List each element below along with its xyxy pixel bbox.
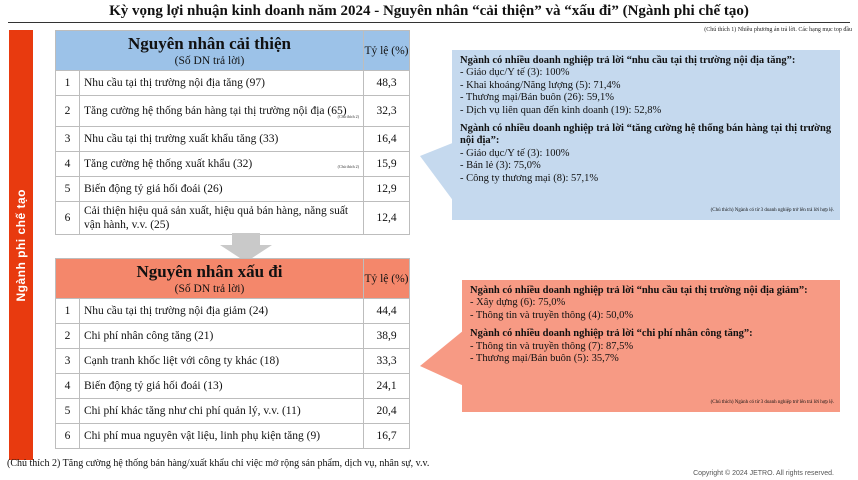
row-label [80, 324, 364, 349]
row-value: 48,3 [364, 71, 410, 96]
callout-worsen-note: (Chú thích) Ngành có từ 3 doanh nghiệp trở lên trả lời hợp lệ. [710, 399, 834, 405]
table-row [56, 202, 410, 235]
callout-worsen-head-2: Ngành có nhiều doanh nghiệp trả lời “chi phí nhân công tăng”: [470, 328, 753, 340]
callout-worsen-item: - Thông tin và truyền thông (4): 50,0% [470, 309, 634, 321]
row-label-text: Nhu cầu tại thị trường xuất khẩu tăng (33) [84, 133, 279, 145]
row-number: 3 [56, 349, 80, 374]
row-value: 24,1 [364, 374, 410, 399]
table-row [56, 424, 410, 449]
callout-worsen-item: - Thương mại/Bán buôn (5): 35,7% [470, 353, 619, 365]
worsen-header-sub: (Số DN trả lời) [174, 282, 245, 295]
row-value: 16,4 [364, 127, 410, 152]
callout-improve-item: - Bán lẻ (3): 75,0% [460, 160, 541, 172]
row-label [80, 424, 364, 449]
row-label [80, 177, 364, 202]
row-label-text: Nhu cầu tại thị trường nội địa tăng (97) [84, 77, 265, 89]
worsen-header-title: Nguyên nhân xấu đi [136, 261, 283, 281]
row-label-text: Chi phí nhân công tăng (21) [84, 330, 214, 342]
row-number: 3 [56, 127, 80, 152]
table-row [56, 374, 410, 399]
improve-header [56, 31, 364, 71]
sidebar-label: Ngành phi chế tạo [14, 188, 28, 302]
table-row [56, 349, 410, 374]
row-label-text: Chi phí khác tăng như chi phí quản lý, v.v. (11) [84, 405, 301, 417]
callout-improve-note: (Chú thích) Ngành có từ 3 doanh nghiệp trở lên trả lời hợp lệ. [710, 207, 834, 213]
row-value: 33,3 [364, 349, 410, 374]
row-number: 1 [56, 71, 80, 96]
copyright: Copyright © 2024 JETRO. All rights reserved. [693, 470, 834, 477]
table-row [56, 324, 410, 349]
row-label [80, 152, 364, 177]
note-top: (Chú thích 1) Nhiều phương án trả lời. Các hạng mục top đầu [704, 27, 852, 33]
row-label [80, 299, 364, 324]
improve-header-sub: (Số DN trả lời) [174, 54, 245, 67]
row-number: 2 [56, 96, 80, 127]
improve-ratio-header: Tỷ lệ (%) [364, 31, 410, 71]
row-label-text: Cạnh tranh khốc liệt với công ty khác (18) [84, 355, 280, 367]
table-row [56, 299, 410, 324]
row-label-text: Nhu cầu tại thị trường nội địa giảm (24) [84, 305, 269, 317]
row-number: 4 [56, 374, 80, 399]
table-row [56, 96, 410, 127]
row-value: 16,7 [364, 424, 410, 449]
improve-table [55, 30, 410, 235]
row-number: 5 [56, 399, 80, 424]
sidebar-band [9, 30, 33, 460]
worsen-ratio-header: Tỷ lệ (%) [364, 259, 410, 299]
table-row [56, 177, 410, 202]
callout-improve-item: - Giáo dục/Y tế (3): 100% [460, 147, 570, 159]
callout-improve-item: - Giáo dục/Y tế (3): 100% [460, 67, 570, 79]
callout-improve-head-1: Ngành có nhiều doanh nghiệp trả lời “nhu cầu tại thị trường nội địa tăng”: [460, 55, 796, 66]
row-note: (Chú thích 2) [337, 114, 359, 119]
table-row [56, 152, 410, 177]
table-row [56, 399, 410, 424]
callout-improve-item: - Dịch vụ liên quan đến kinh doanh (19): 52,8% [460, 104, 662, 116]
row-label [80, 349, 364, 374]
row-label-text: Tăng cường hệ thống xuất khẩu (32) [84, 158, 253, 170]
callout-improve-item: - Công ty thương mại (8): 57,1% [460, 172, 599, 184]
row-value: 12,9 [364, 177, 410, 202]
row-value: 15,9 [364, 152, 410, 177]
row-value: 38,9 [364, 324, 410, 349]
callout-improve [452, 50, 840, 220]
callout-improve-item: - Thương mại/Bán buôn (26): 59,1% [460, 92, 614, 104]
worsen-table [55, 258, 410, 449]
row-label-text: Biến động tỷ giá hối đoái (13) [84, 380, 223, 392]
row-note: (Chú thích 2) [337, 164, 359, 169]
row-number: 1 [56, 299, 80, 324]
table-row [56, 71, 410, 96]
row-label-text: Chi phí mua nguyên vật liệu, linh phụ kiện tăng (9) [84, 430, 321, 442]
row-value: 12,4 [364, 202, 410, 235]
row-number: 6 [56, 424, 80, 449]
row-label [80, 96, 364, 127]
row-value: 20,4 [364, 399, 410, 424]
row-number: 4 [56, 152, 80, 177]
row-label [80, 127, 364, 152]
footnote: (Chú thích 2) Tăng cường hệ thống bán hàng/xuất khẩu chỉ việc mở rộng sản phẩm, dịch vụ, nhân sự, v.v. [7, 458, 430, 469]
callout-worsen [462, 280, 840, 412]
row-label-text: Biến động tỷ giá hối đoái (26) [84, 183, 223, 195]
title-divider [8, 22, 850, 23]
improve-header-title: Nguyên nhân cải thiện [128, 33, 291, 53]
row-label [80, 374, 364, 399]
row-value: 44,4 [364, 299, 410, 324]
worsen-header [56, 259, 364, 299]
row-number: 6 [56, 202, 80, 235]
callout-worsen-item: - Thông tin và truyền thông (7): 87,5% [470, 340, 634, 352]
page-title: Kỳ vọng lợi nhuận kinh doanh năm 2024 - Nguyên nhân “cải thiện” và “xấu đi” (Ngành phi chế tạo) [109, 3, 749, 19]
table-row [56, 127, 410, 152]
row-number: 2 [56, 324, 80, 349]
row-label-text: Tăng cường hệ thống bán hàng tại thị trường nội địa (65) [84, 105, 347, 117]
callout-worsen-item: - Xây dựng (6): 75,0% [470, 297, 566, 309]
row-label-text: Cải thiện hiệu quả sản xuất, hiệu quả bán hàng, năng suất vận hành, v.v. (25) [84, 205, 349, 231]
row-value: 32,3 [364, 96, 410, 127]
row-label [80, 202, 364, 235]
row-label [80, 71, 364, 96]
row-number: 5 [56, 177, 80, 202]
callout-improve-item: - Khai khoáng/Năng lượng (5): 71,4% [460, 79, 621, 91]
callout-worsen-head-1: Ngành có nhiều doanh nghiệp trả lời “nhu cầu tại thị trường nội địa giảm”: [470, 285, 808, 296]
callout-improve-head-2: Ngành có nhiều doanh nghiệp trả lời “tăng cường hệ thống bán hàng tại thị trường nội địa”: [460, 123, 832, 147]
callout-pointer-red [420, 330, 464, 390]
row-label [80, 399, 364, 424]
